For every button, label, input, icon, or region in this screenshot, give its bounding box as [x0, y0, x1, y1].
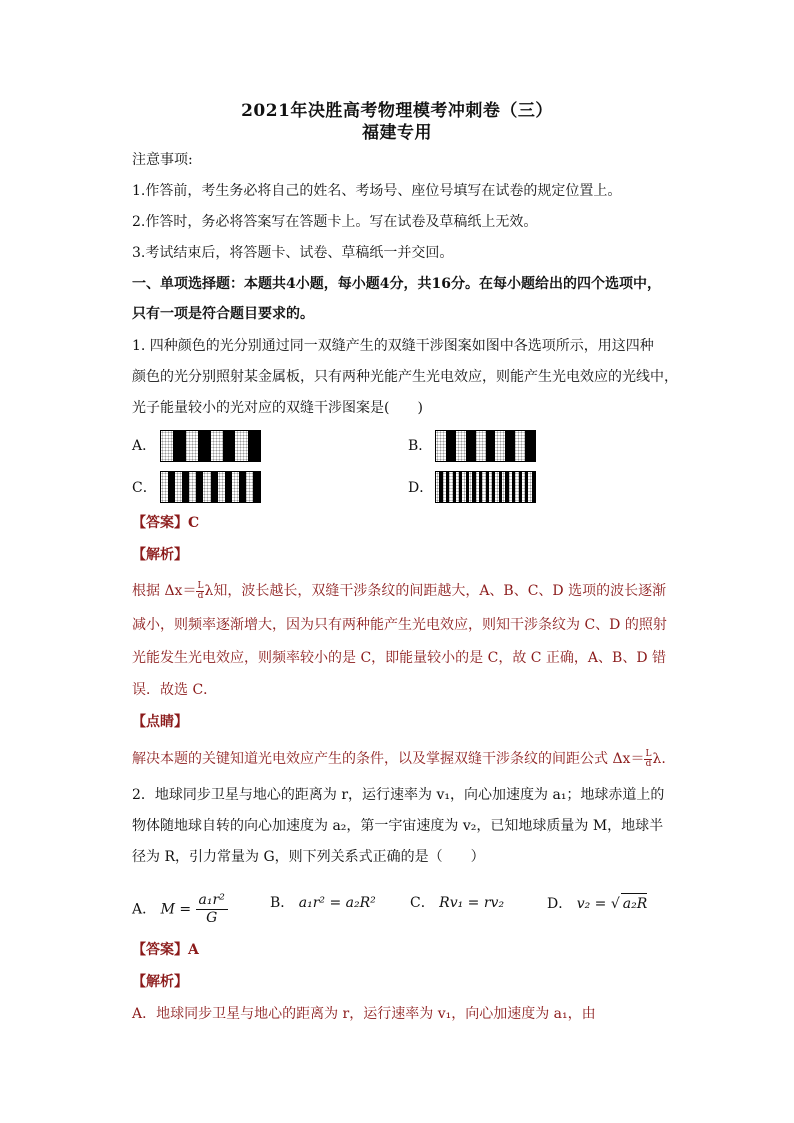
- frac-den: d: [645, 758, 652, 769]
- notice-item-3: 3.考试结束后，将答题卡、试卷、草稿纸一并交回。: [132, 245, 454, 261]
- q1-analysis-line2: 减小，则频率逐渐增大，因为只有两种能产生光电效应，则知干涉条纹为 C、D 的照射: [132, 617, 667, 633]
- page-title: 2021年决胜高考物理模考冲刺卷（三）: [241, 101, 553, 121]
- q1-option-a-fringe-pattern: [160, 430, 261, 462]
- dark-fringe-bar: [446, 472, 449, 502]
- q1-analysis-line3: 光能发生光电效应，则频率较小的是 C，即能量较小的是 C，故 C 正确，A、B、D 错: [132, 650, 667, 666]
- dark-fringe-bar: [486, 472, 489, 502]
- q1-comment-post: λ.: [652, 751, 666, 767]
- dark-fringe-bar: [453, 472, 456, 502]
- q1-analysis-line1: [132, 581, 672, 601]
- q1-option-b-label: B．: [408, 438, 433, 454]
- dark-fringe-bar: [466, 472, 469, 502]
- dark-fringe-bar: [512, 472, 515, 502]
- dark-fringe-bar: [253, 472, 260, 502]
- dark-fringe-bar: [223, 431, 235, 461]
- q2-option-a-lhs: M =: [160, 901, 192, 918]
- dark-fringe-bar: [446, 431, 456, 461]
- q2-option-c-expr: Rv₁ = rv₂: [439, 895, 505, 911]
- q1-stem-line3: 光子能量较小的光对应的双缝干涉图案是( ): [132, 400, 423, 416]
- frac-num: L: [197, 580, 204, 591]
- q1-answer-text: 【答案】C: [132, 515, 200, 531]
- q1-comment-pre: 解决本题的关键知道光电效应产生的条件，以及掌握双缝干涉条纹的间距公式 Δx＝: [132, 751, 645, 767]
- q1-option-d-fringe-pattern: [435, 471, 536, 503]
- section-heading-line2: 只有一项是符合题目要求的。: [132, 306, 314, 322]
- q1-stem-line2: 颜色的光分别照射某金属板，只有两种光能产生光电效应，则能产生光电效应的光线中，: [132, 369, 678, 385]
- q1-answer: [132, 513, 672, 533]
- dark-fringe-bar: [519, 472, 522, 502]
- q1-option-c-fringe-pattern: [160, 471, 261, 503]
- dark-fringe-bar: [479, 472, 482, 502]
- dark-fringe-bar: [211, 472, 218, 502]
- q2-analysis-line1: A．地球同步卫星与地心的距离为 r，运行速率为 v₁，向心加速度为 a₁，由: [132, 1006, 596, 1022]
- q2-option-d-label: D．: [547, 896, 573, 912]
- q2-answer: [132, 940, 672, 960]
- q1-option-c-label: C．: [132, 480, 157, 496]
- dark-fringe-bar: [486, 431, 496, 461]
- notice-item-1: 1.作答前，考生务必将自己的姓名、考场号、座位号填写在试卷的规定位置上。: [132, 183, 622, 199]
- q1-option-d-label: D．: [408, 480, 434, 496]
- notice-item-2: 2.作答时，务必将答案写在答题卡上。写在试卷及草稿纸上无效。: [132, 214, 538, 230]
- frac-num: L: [645, 748, 652, 759]
- q1-analysis-pre: 根据 Δx＝: [132, 583, 197, 599]
- q2-answer-text: 【答案】A: [132, 942, 199, 958]
- q2-option-b: [270, 893, 376, 913]
- q2-option-a-label: A．: [132, 901, 157, 918]
- dark-fringe-bar: [182, 472, 189, 502]
- q2-option-c-label: C．: [410, 895, 435, 911]
- dark-fringe-bar: [505, 431, 515, 461]
- q2-option-b-label: B．: [270, 895, 295, 911]
- dark-fringe-bar: [439, 472, 442, 502]
- q1-analysis-post: λ知，波长越长，双缝干涉条纹的间距越大，A、B、C、D 选项的波长逐渐: [204, 583, 667, 599]
- q2-option-d-lhs: v₂ =: [576, 896, 611, 912]
- q1-option-a-label: A．: [132, 438, 157, 454]
- dark-fringe-bar: [239, 472, 246, 502]
- dark-fringe-bar: [168, 472, 175, 502]
- dark-fringe-bar: [173, 431, 185, 461]
- dark-fringe-bar: [525, 472, 528, 502]
- q1-analysis-tag: 【解析】: [132, 547, 188, 563]
- dark-fringe-bar: [472, 472, 475, 502]
- sqrt-symbol: √: [610, 896, 620, 912]
- dark-fringe-bar: [505, 472, 508, 502]
- q2-option-d-radicand: a₂R: [621, 893, 648, 914]
- notice-heading: 注意事项:: [132, 152, 193, 168]
- q1-option-b-fringe-pattern: [435, 430, 536, 462]
- q2-stem-line2: 物体随地球自转的向心加速度为 a₂，第一宇宙速度为 v₂，已知地球质量为 M，地球半: [132, 818, 664, 834]
- dark-fringe-bar: [196, 472, 203, 502]
- dark-fringe-bar: [198, 431, 210, 461]
- q1-analysis-line4: 误．故选 C．: [132, 682, 218, 698]
- q1-comment-line: [132, 749, 672, 769]
- dark-fringe-bar: [492, 472, 495, 502]
- dark-fringe-bar: [499, 472, 502, 502]
- section-heading-line1: 一、单项选择题：本题共4小题，每小题4分，共16分。在每小题给出的四个选项中，: [132, 276, 661, 292]
- dark-fringe-bar: [532, 472, 535, 502]
- dark-fringe-bar: [248, 431, 260, 461]
- dark-fringe-bar: [525, 431, 535, 461]
- frac-den: d: [197, 590, 204, 601]
- q2-analysis-tag: 【解析】: [132, 974, 188, 990]
- q2-option-c: [410, 893, 504, 913]
- dark-fringe-bar: [459, 472, 462, 502]
- q2-stem-line3: 径为 R，引力常量为 G，则下列关系式正确的是（ ）: [132, 849, 485, 865]
- dark-fringe-bar: [225, 472, 232, 502]
- subtitle-text: 福建专用: [362, 123, 432, 143]
- frac-num: a₁r²: [196, 892, 228, 910]
- page-subtitle: [0, 118, 794, 143]
- q2-stem-line1: 2．地球同步卫星与地心的距离为 r，运行速率为 v₁，向心加速度为 a₁；地球赤道上的: [132, 787, 665, 803]
- q2-option-d: [547, 893, 647, 914]
- dark-fringe-bar: [466, 431, 476, 461]
- q2-option-a: [132, 892, 228, 927]
- frac-den: G: [206, 910, 218, 926]
- q1-stem-line1: 1. 四种颜色的光分别通过同一双缝产生的双缝干涉图案如图中各选项所示，用这四种: [132, 338, 654, 354]
- q1-comment-tag: 【点睛】: [132, 714, 188, 730]
- q2-option-b-expr: a₁r² = a₂R²: [298, 895, 376, 911]
- q2-option-a-fraction: [196, 892, 228, 927]
